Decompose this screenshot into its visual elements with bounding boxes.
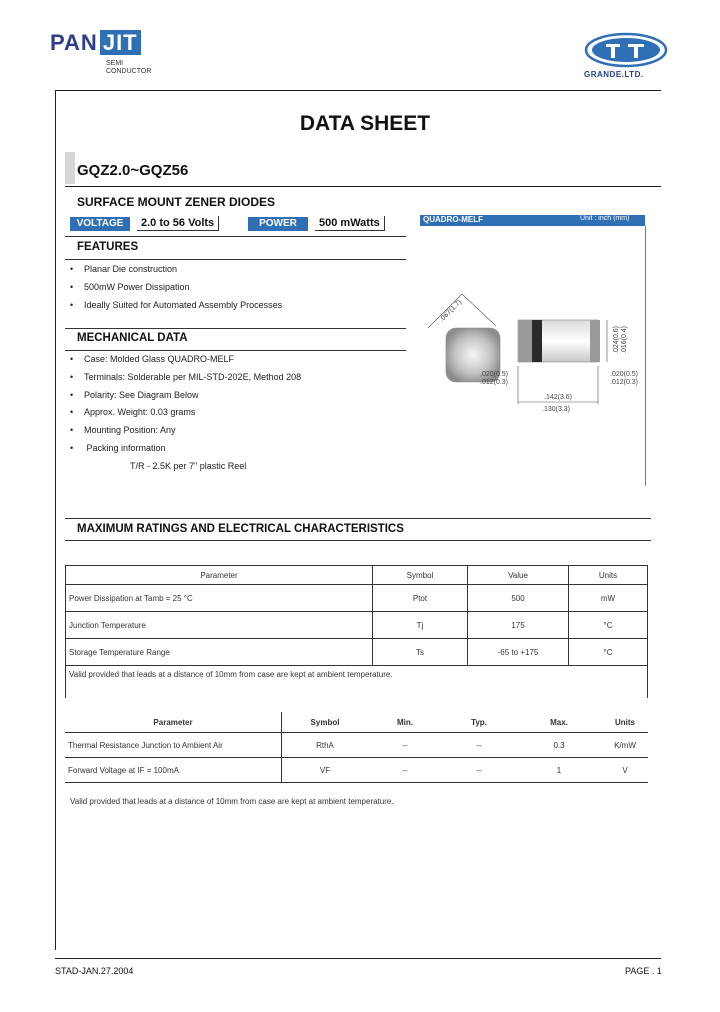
- dim-label: .016(0.4): [621, 325, 628, 354]
- power-value: 500 mWatts: [315, 216, 385, 231]
- table-header-row: [66, 566, 648, 585]
- panjit-logo: PAN JIT: [50, 30, 141, 56]
- table-row: [66, 612, 648, 639]
- frame-top: [55, 90, 661, 91]
- list-item: • 500mW Power Dissipation: [70, 281, 190, 292]
- list-item: • Approx. Weight: 0.03 grams: [70, 407, 196, 418]
- table-cell: °C: [569, 639, 648, 666]
- terminal-right: [590, 320, 600, 362]
- frame-left: [55, 90, 56, 950]
- column-header: Typ.: [442, 712, 516, 733]
- column-header: Units: [569, 566, 648, 585]
- column-header: Value: [468, 566, 569, 585]
- divider: [65, 186, 661, 187]
- table-row: [65, 758, 648, 783]
- power-tag: POWER: [248, 217, 308, 231]
- part-number: GQZ2.0~GQZ56: [77, 162, 189, 179]
- table-cell: Ptot: [373, 585, 468, 612]
- table-cell: --: [368, 758, 442, 783]
- table-cell: RthA: [282, 733, 369, 758]
- list-item: T/R - 2.5K per 7" plastic Reel: [130, 460, 247, 471]
- table-cell: --: [368, 733, 442, 758]
- list-item: • Terminals: Solderable per MIL-STD-202E, Method 208: [70, 371, 302, 382]
- table-cell: Ts: [373, 639, 468, 666]
- page-number: PAGE . 1: [625, 966, 662, 976]
- table-cell: K/mW: [602, 733, 648, 758]
- table-row: [66, 585, 648, 612]
- page-title: DATA SHEET: [299, 112, 431, 135]
- column-header: Max.: [516, 712, 602, 733]
- part-number-marker: [65, 152, 75, 184]
- divider: [65, 236, 406, 237]
- footer-divider: [55, 958, 661, 959]
- table-cell: Junction Temperature: [66, 612, 373, 639]
- table-cell: 1: [516, 758, 602, 783]
- divider: [65, 540, 651, 541]
- terminal-left: [518, 320, 532, 362]
- divider: [65, 518, 651, 519]
- package-diagram: [420, 226, 645, 416]
- list-item: • Planar Die construction: [70, 264, 178, 274]
- dim-label: .142(3.6): [544, 394, 573, 401]
- dim-label: .020(0.5): [610, 371, 639, 378]
- divider: [65, 328, 406, 329]
- divider: [65, 259, 406, 260]
- dim-label: .130(3.3): [542, 406, 571, 413]
- package-unit: Unit : inch (mm): [580, 215, 630, 222]
- divider: [65, 350, 406, 351]
- table-cell: Forward Voltage at IF = 100mA: [65, 758, 282, 783]
- table-cell: --: [442, 733, 516, 758]
- table-cell: 0.3: [516, 733, 602, 758]
- subtitle: SURFACE MOUNT ZENER DIODES: [77, 195, 276, 209]
- grande-text: GRANDE.LTD.: [584, 70, 644, 79]
- table-cell: VF: [282, 758, 369, 783]
- table-cell: --: [442, 758, 516, 783]
- table-note: Valid provided that leads at a distance of 10mm from case are kept at ambient temperature.: [66, 666, 648, 699]
- list-item: • Packing information: [70, 442, 166, 453]
- table-note: Valid provided that leads at a distance of 10mm from case are kept at ambient temperature.: [70, 797, 394, 806]
- dim-label: .012(0.3): [610, 379, 639, 386]
- table-header-row: [65, 712, 648, 733]
- table-cell: -65 to +175: [468, 639, 569, 666]
- features-list: [70, 264, 282, 317]
- table-cell: °C: [569, 612, 648, 639]
- mechanical-list: [70, 354, 301, 479]
- table-cell: mW: [569, 585, 648, 612]
- cathode-band: [532, 320, 542, 362]
- column-header: Units: [602, 712, 648, 733]
- table-cell: Tj: [373, 612, 468, 639]
- mechanical-heading: MECHANICAL DATA: [77, 332, 188, 344]
- dim-label: .020(0.5): [480, 371, 509, 378]
- features-heading: FEATURES: [77, 241, 139, 253]
- voltage-tag: VOLTAGE: [70, 217, 130, 231]
- list-item: • Mounting Position: Any: [70, 425, 176, 436]
- voltage-value: 2.0 to 56 Volts: [137, 216, 219, 231]
- table-cell: Thermal Resistance Junction to Ambient Air: [65, 733, 282, 758]
- table-row: [66, 639, 648, 666]
- table-row: [65, 733, 648, 758]
- ratings-table: [65, 565, 648, 698]
- footer-date: STAD-JAN.27.2004: [55, 966, 134, 976]
- grande-logo-icon: [584, 32, 669, 68]
- column-header: Symbol: [282, 712, 369, 733]
- dim-label: .067(1.7): [438, 298, 464, 324]
- table-cell: V: [602, 758, 648, 783]
- package-border: [645, 226, 646, 486]
- dim-line: [462, 294, 496, 326]
- package-title: QUADRO-MELF: [423, 215, 483, 224]
- list-item: • Ideally Suited for Automated Assembly Processes: [70, 299, 283, 310]
- table-cell: Power Dissipation at Tamb = 25 °C: [66, 585, 373, 612]
- characteristics-table: [65, 712, 648, 783]
- list-item: • Polarity: See Diagram Below: [70, 389, 199, 400]
- table-note-row: [66, 666, 648, 699]
- table-cell: 175: [468, 612, 569, 639]
- column-header: Parameter: [65, 712, 282, 733]
- dim-label: .012(0.3): [480, 379, 509, 386]
- table-cell: 500: [468, 585, 569, 612]
- dim-label: .024(0.6): [613, 325, 620, 354]
- column-header: Parameter: [66, 566, 373, 585]
- list-item: • Case: Molded Glass QUADRO-MELF: [70, 354, 235, 364]
- column-header: Symbol: [373, 566, 468, 585]
- column-header: Min.: [368, 712, 442, 733]
- ratings-title: MAXIMUM RATINGS AND ELECTRICAL CHARACTERISTICS: [77, 523, 404, 535]
- table-cell: Storage Temperature Range: [66, 639, 373, 666]
- panjit-subtitle: SEMI CONDUCTOR: [106, 60, 152, 75]
